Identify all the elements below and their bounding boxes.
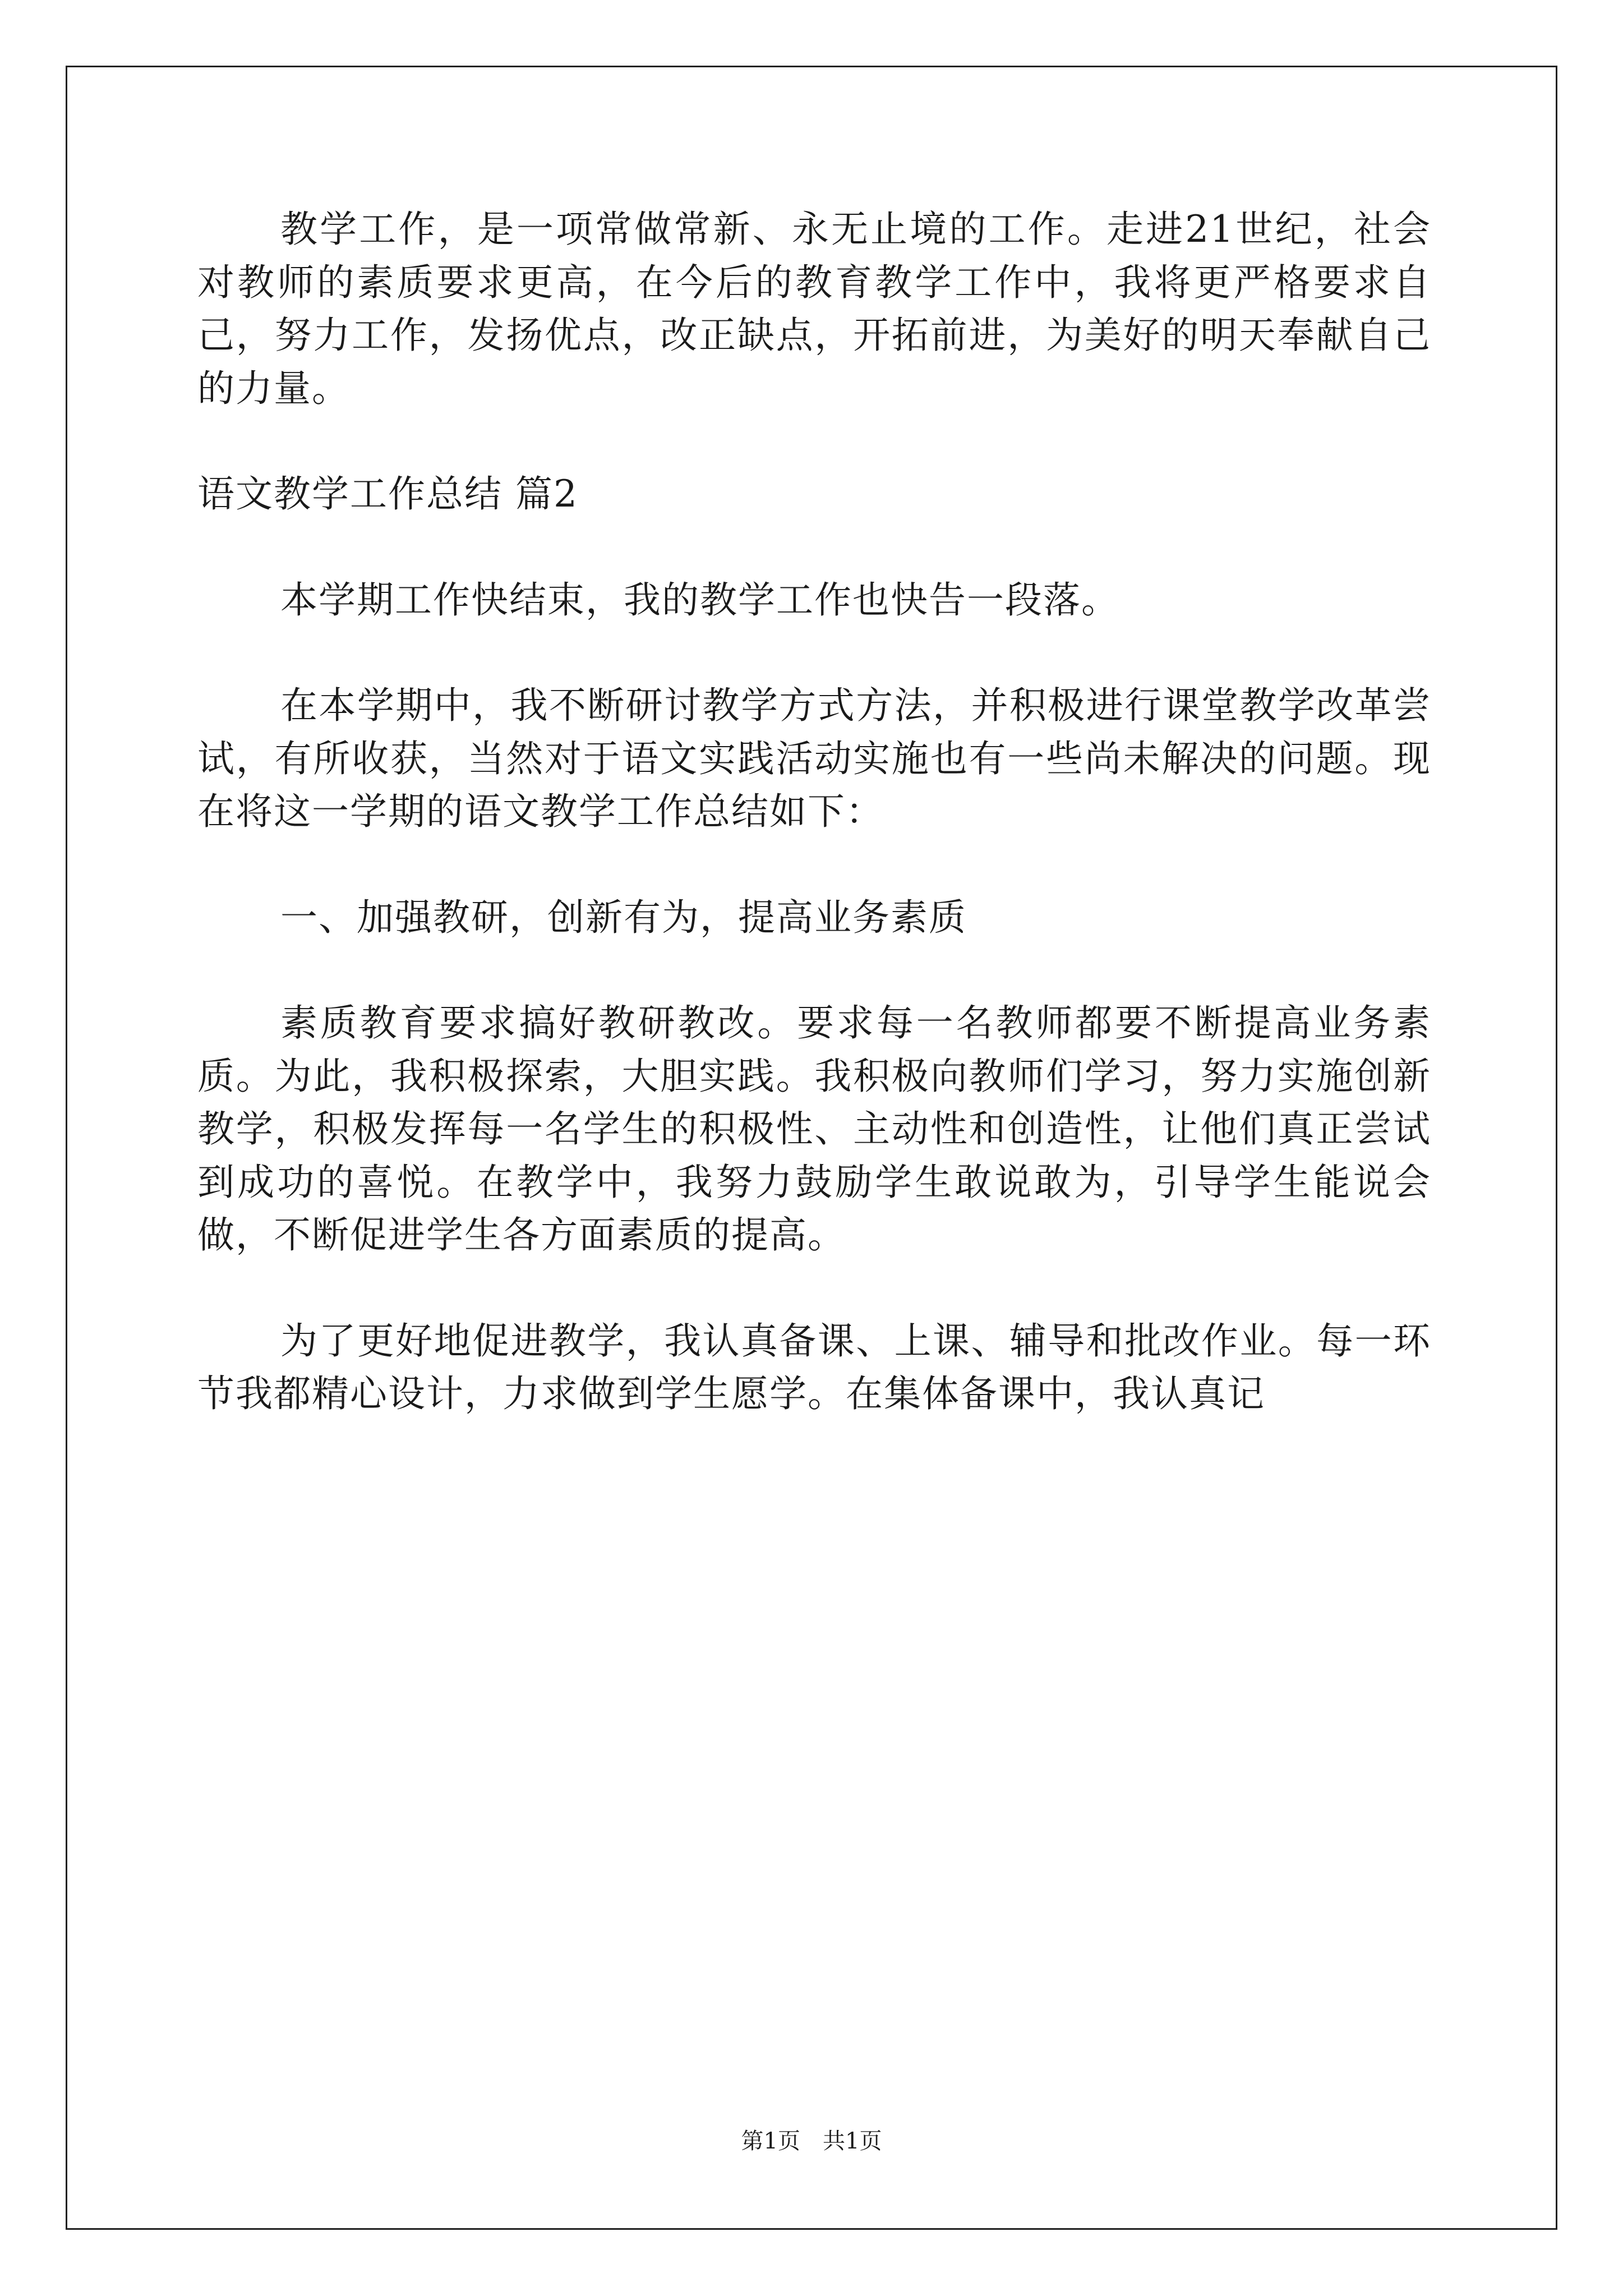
paragraph-2 — [197, 574, 1431, 627]
paragraph-text: 素质教育要求搞好教研教改。要求每一名教师都要不断提高业务素质。为此，我积极探索，大胆实践。我积极向教师们学习，努力实施创新教学，积极发挥每一名学生的积极性、主动性和创造性，让他们真正尝试到成功的喜悦。在教学中，我努力鼓励学生敢说敢为，引导学生能说会做，不断促进学生各方面素质的提高。 — [197, 1001, 1431, 1257]
paragraph-text: 在本学期中，我不断研讨教学方式方法，并积极进行课堂教学改革尝试，有所收获，当然对于语文实践活动实施也有一些尚未解决的问题。现在将这一学期的语文教学工作总结如下： — [197, 684, 1431, 833]
paragraph-6 — [197, 1315, 1431, 1421]
paragraph-4 — [197, 891, 1431, 945]
paragraph-3 — [197, 679, 1431, 839]
paragraph-text: 为了更好地促进教学，我认真备课、上课、辅导和批改作业。每一环节我都精心设计，力求做到学生愿学。在集体备课中，我认真记 — [197, 1319, 1431, 1415]
section-heading — [197, 468, 1431, 521]
paragraph-text: 本学期工作快结束，我的教学工作也快告一段落。 — [280, 578, 1119, 622]
subsection-heading-text: 一、加强教研，创新有为，提高业务素质 — [280, 895, 967, 939]
page-number: 第1页 — [741, 2128, 800, 2154]
section-heading-text: 语文教学工作总结 篇2 — [197, 472, 578, 516]
paragraph-1 — [197, 203, 1431, 415]
document-body — [197, 203, 1431, 1421]
page-total: 共1页 — [823, 2128, 882, 2154]
paragraph-5 — [197, 997, 1431, 1262]
paragraph-text: 教学工作，是一项常做常新、永无止境的工作。走进21世纪，社会对教师的素质要求更高，在今后的教育教学工作中，我将更严格要求自己，努力工作，发扬优点，改正缺点，开拓前进，为美好的明天奉献自己的力量。 — [197, 208, 1431, 410]
page-footer — [0, 2127, 1623, 2155]
